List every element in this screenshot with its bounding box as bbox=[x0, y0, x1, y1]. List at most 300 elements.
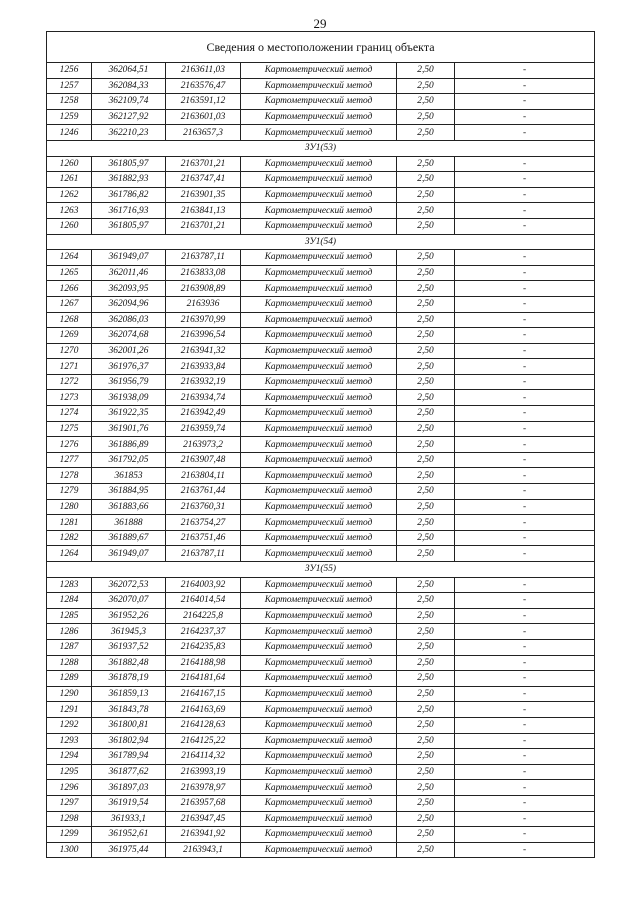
table-row bbox=[47, 593, 595, 609]
description-cell: - bbox=[455, 780, 595, 796]
method-cell: Картометрический метод bbox=[241, 78, 397, 94]
accuracy-cell: 2,50 bbox=[397, 686, 455, 702]
description-cell: - bbox=[455, 265, 595, 281]
coordinate-x: 362011,46 bbox=[92, 265, 166, 281]
table-row bbox=[47, 437, 595, 453]
method-cell: Картометрический метод bbox=[241, 546, 397, 562]
accuracy-cell: 2,50 bbox=[397, 390, 455, 406]
accuracy-cell: 2,50 bbox=[397, 343, 455, 359]
table-row bbox=[47, 515, 595, 531]
method-cell: Картометрический метод bbox=[241, 265, 397, 281]
coordinate-x: 361897,03 bbox=[92, 780, 166, 796]
coordinate-x: 361802,94 bbox=[92, 733, 166, 749]
coordinate-x: 361933,1 bbox=[92, 811, 166, 827]
table-row bbox=[47, 686, 595, 702]
description-cell: - bbox=[455, 764, 595, 780]
accuracy-cell: 2,50 bbox=[397, 109, 455, 125]
coordinate-x: 361800,81 bbox=[92, 717, 166, 733]
method-cell: Картометрический метод bbox=[241, 827, 397, 843]
description-cell: - bbox=[455, 203, 595, 219]
point-number: 1292 bbox=[47, 717, 92, 733]
accuracy-cell: 2,50 bbox=[397, 94, 455, 110]
accuracy-cell: 2,50 bbox=[397, 265, 455, 281]
method-cell: Картометрический метод bbox=[241, 795, 397, 811]
method-cell: Картометрический метод bbox=[241, 218, 397, 234]
coordinate-x: 361949,07 bbox=[92, 546, 166, 562]
coordinate-y: 2163804,11 bbox=[166, 468, 241, 484]
table-row bbox=[47, 717, 595, 733]
table-row bbox=[47, 312, 595, 328]
coordinate-x: 361859,13 bbox=[92, 686, 166, 702]
description-cell: - bbox=[455, 546, 595, 562]
point-number: 1256 bbox=[47, 63, 92, 79]
point-number: 1274 bbox=[47, 406, 92, 422]
point-number: 1277 bbox=[47, 452, 92, 468]
point-number: 1257 bbox=[47, 78, 92, 94]
method-cell: Картометрический метод bbox=[241, 172, 397, 188]
description-cell: - bbox=[455, 811, 595, 827]
description-cell: - bbox=[455, 717, 595, 733]
table-row bbox=[47, 250, 595, 266]
coordinate-y: 2164114,32 bbox=[166, 749, 241, 765]
method-cell: Картометрический метод bbox=[241, 94, 397, 110]
method-cell: Картометрический метод bbox=[241, 156, 397, 172]
point-number: 1283 bbox=[47, 577, 92, 593]
section-label: ЗУ1(54) bbox=[47, 234, 595, 250]
coordinate-y: 2164163,69 bbox=[166, 702, 241, 718]
coordinate-x: 361949,07 bbox=[92, 250, 166, 266]
accuracy-cell: 2,50 bbox=[397, 608, 455, 624]
description-cell: - bbox=[455, 187, 595, 203]
table-row bbox=[47, 109, 595, 125]
point-number: 1287 bbox=[47, 639, 92, 655]
table-row bbox=[47, 63, 595, 79]
coordinate-x: 361888 bbox=[92, 515, 166, 531]
accuracy-cell: 2,50 bbox=[397, 577, 455, 593]
coordinate-x: 361716,93 bbox=[92, 203, 166, 219]
coordinate-x: 362084,33 bbox=[92, 78, 166, 94]
description-cell: - bbox=[455, 827, 595, 843]
section-row bbox=[47, 140, 595, 156]
method-cell: Картометрический метод bbox=[241, 359, 397, 375]
coordinate-y: 2163576,47 bbox=[166, 78, 241, 94]
coordinate-x: 362109,74 bbox=[92, 94, 166, 110]
description-cell: - bbox=[455, 296, 595, 312]
description-cell: - bbox=[455, 671, 595, 687]
accuracy-cell: 2,50 bbox=[397, 671, 455, 687]
description-cell: - bbox=[455, 63, 595, 79]
table-row bbox=[47, 390, 595, 406]
accuracy-cell: 2,50 bbox=[397, 546, 455, 562]
point-number: 1263 bbox=[47, 203, 92, 219]
description-cell: - bbox=[455, 343, 595, 359]
description-cell: - bbox=[455, 78, 595, 94]
coordinate-x: 361922,35 bbox=[92, 406, 166, 422]
coordinate-y: 2163941,92 bbox=[166, 827, 241, 843]
table-row bbox=[47, 156, 595, 172]
method-cell: Картометрический метод bbox=[241, 499, 397, 515]
accuracy-cell: 2,50 bbox=[397, 484, 455, 500]
table-row bbox=[47, 655, 595, 671]
accuracy-cell: 2,50 bbox=[397, 78, 455, 94]
table-row bbox=[47, 546, 595, 562]
accuracy-cell: 2,50 bbox=[397, 250, 455, 266]
table-row bbox=[47, 265, 595, 281]
description-cell: - bbox=[455, 733, 595, 749]
coordinate-x: 361878,19 bbox=[92, 671, 166, 687]
description-cell: - bbox=[455, 468, 595, 484]
description-cell: - bbox=[455, 328, 595, 344]
coordinate-x: 361938,09 bbox=[92, 390, 166, 406]
point-number: 1293 bbox=[47, 733, 92, 749]
coordinate-y: 2163601,03 bbox=[166, 109, 241, 125]
table-row bbox=[47, 811, 595, 827]
description-cell: - bbox=[455, 94, 595, 110]
table-row bbox=[47, 281, 595, 297]
coordinate-x: 361789,94 bbox=[92, 749, 166, 765]
accuracy-cell: 2,50 bbox=[397, 452, 455, 468]
coordinate-y: 2163973,2 bbox=[166, 437, 241, 453]
coordinate-x: 362064,51 bbox=[92, 63, 166, 79]
section-row bbox=[47, 562, 595, 578]
coordinate-y: 2163941,32 bbox=[166, 343, 241, 359]
coordinate-y: 2163761,44 bbox=[166, 484, 241, 500]
table-row bbox=[47, 203, 595, 219]
coordinate-x: 361976,37 bbox=[92, 359, 166, 375]
description-cell: - bbox=[455, 577, 595, 593]
accuracy-cell: 2,50 bbox=[397, 780, 455, 796]
boundary-coordinates-table bbox=[46, 31, 595, 858]
method-cell: Картометрический метод bbox=[241, 639, 397, 655]
description-cell: - bbox=[455, 109, 595, 125]
table-row bbox=[47, 172, 595, 188]
coordinate-y: 2163934,74 bbox=[166, 390, 241, 406]
method-cell: Картометрический метод bbox=[241, 421, 397, 437]
description-cell: - bbox=[455, 608, 595, 624]
point-number: 1269 bbox=[47, 328, 92, 344]
coordinate-x: 361882,48 bbox=[92, 655, 166, 671]
description-cell: - bbox=[455, 421, 595, 437]
table-row bbox=[47, 764, 595, 780]
accuracy-cell: 2,50 bbox=[397, 359, 455, 375]
table-row bbox=[47, 733, 595, 749]
point-number: 1265 bbox=[47, 265, 92, 281]
coordinate-x: 361919,54 bbox=[92, 795, 166, 811]
point-number: 1268 bbox=[47, 312, 92, 328]
method-cell: Картометрический метод bbox=[241, 281, 397, 297]
coordinate-x: 362127,92 bbox=[92, 109, 166, 125]
accuracy-cell: 2,50 bbox=[397, 530, 455, 546]
table-row bbox=[47, 452, 595, 468]
point-number: 1291 bbox=[47, 702, 92, 718]
method-cell: Картометрический метод bbox=[241, 296, 397, 312]
coordinate-y: 2163591,12 bbox=[166, 94, 241, 110]
point-number: 1276 bbox=[47, 437, 92, 453]
coordinate-x: 361975,44 bbox=[92, 842, 166, 858]
accuracy-cell: 2,50 bbox=[397, 811, 455, 827]
accuracy-cell: 2,50 bbox=[397, 842, 455, 858]
table-row bbox=[47, 608, 595, 624]
coordinate-y: 2163957,68 bbox=[166, 795, 241, 811]
point-number: 1275 bbox=[47, 421, 92, 437]
method-cell: Картометрический метод bbox=[241, 63, 397, 79]
accuracy-cell: 2,50 bbox=[397, 296, 455, 312]
method-cell: Картометрический метод bbox=[241, 125, 397, 141]
coordinate-y: 2164003,92 bbox=[166, 577, 241, 593]
accuracy-cell: 2,50 bbox=[397, 827, 455, 843]
method-cell: Картометрический метод bbox=[241, 374, 397, 390]
point-number: 1289 bbox=[47, 671, 92, 687]
accuracy-cell: 2,50 bbox=[397, 421, 455, 437]
table-row bbox=[47, 827, 595, 843]
coordinate-y: 2164167,15 bbox=[166, 686, 241, 702]
point-number: 1297 bbox=[47, 795, 92, 811]
point-number: 1271 bbox=[47, 359, 92, 375]
point-number: 1261 bbox=[47, 172, 92, 188]
coordinate-x: 361889,67 bbox=[92, 530, 166, 546]
method-cell: Картометрический метод bbox=[241, 733, 397, 749]
table-row bbox=[47, 671, 595, 687]
method-cell: Картометрический метод bbox=[241, 671, 397, 687]
point-number: 1285 bbox=[47, 608, 92, 624]
method-cell: Картометрический метод bbox=[241, 437, 397, 453]
description-cell: - bbox=[455, 218, 595, 234]
method-cell: Картометрический метод bbox=[241, 452, 397, 468]
accuracy-cell: 2,50 bbox=[397, 63, 455, 79]
accuracy-cell: 2,50 bbox=[397, 655, 455, 671]
method-cell: Картометрический метод bbox=[241, 406, 397, 422]
coordinate-y: 2163787,11 bbox=[166, 546, 241, 562]
table-row bbox=[47, 842, 595, 858]
coordinate-y: 2163978,97 bbox=[166, 780, 241, 796]
method-cell: Картометрический метод bbox=[241, 484, 397, 500]
point-number: 1262 bbox=[47, 187, 92, 203]
page-number: 29 bbox=[313, 16, 327, 31]
accuracy-cell: 2,50 bbox=[397, 437, 455, 453]
description-cell: - bbox=[455, 842, 595, 858]
coordinate-x: 362094,96 bbox=[92, 296, 166, 312]
table-title: Сведения о местоположении границ объекта bbox=[47, 32, 595, 63]
description-cell: - bbox=[455, 374, 595, 390]
method-cell: Картометрический метод bbox=[241, 624, 397, 640]
description-cell: - bbox=[455, 359, 595, 375]
method-cell: Картометрический метод bbox=[241, 468, 397, 484]
description-cell: - bbox=[455, 437, 595, 453]
table-row bbox=[47, 795, 595, 811]
method-cell: Картометрический метод bbox=[241, 250, 397, 266]
method-cell: Картометрический метод bbox=[241, 109, 397, 125]
method-cell: Картометрический метод bbox=[241, 717, 397, 733]
description-cell: - bbox=[455, 702, 595, 718]
point-number: 1264 bbox=[47, 250, 92, 266]
coordinate-x: 361952,61 bbox=[92, 827, 166, 843]
coordinate-y: 2163933,84 bbox=[166, 359, 241, 375]
accuracy-cell: 2,50 bbox=[397, 764, 455, 780]
description-cell: - bbox=[455, 639, 595, 655]
coordinate-x: 361805,97 bbox=[92, 218, 166, 234]
description-cell: - bbox=[455, 406, 595, 422]
point-number: 1260 bbox=[47, 156, 92, 172]
coordinate-x: 361945,3 bbox=[92, 624, 166, 640]
method-cell: Картометрический метод bbox=[241, 655, 397, 671]
description-cell: - bbox=[455, 515, 595, 531]
coordinate-y: 2163993,19 bbox=[166, 764, 241, 780]
accuracy-cell: 2,50 bbox=[397, 468, 455, 484]
coordinate-y: 2164128,63 bbox=[166, 717, 241, 733]
coordinate-x: 361883,66 bbox=[92, 499, 166, 515]
coordinate-y: 2163947,45 bbox=[166, 811, 241, 827]
coordinate-y: 2164188,98 bbox=[166, 655, 241, 671]
point-number: 1267 bbox=[47, 296, 92, 312]
method-cell: Картометрический метод bbox=[241, 749, 397, 765]
point-number: 1278 bbox=[47, 468, 92, 484]
method-cell: Картометрический метод bbox=[241, 515, 397, 531]
table-row bbox=[47, 78, 595, 94]
coordinate-y: 2163901,35 bbox=[166, 187, 241, 203]
table-row bbox=[47, 343, 595, 359]
section-row bbox=[47, 234, 595, 250]
accuracy-cell: 2,50 bbox=[397, 156, 455, 172]
coordinate-x: 361786,82 bbox=[92, 187, 166, 203]
table-row bbox=[47, 421, 595, 437]
method-cell: Картометрический метод bbox=[241, 328, 397, 344]
coordinate-y: 2163936 bbox=[166, 296, 241, 312]
coordinate-y: 2164225,8 bbox=[166, 608, 241, 624]
method-cell: Картометрический метод bbox=[241, 203, 397, 219]
point-number: 1284 bbox=[47, 593, 92, 609]
accuracy-cell: 2,50 bbox=[397, 795, 455, 811]
coordinate-x: 361956,79 bbox=[92, 374, 166, 390]
description-cell: - bbox=[455, 593, 595, 609]
table-row bbox=[47, 125, 595, 141]
coordinate-x: 361792,05 bbox=[92, 452, 166, 468]
accuracy-cell: 2,50 bbox=[397, 624, 455, 640]
point-number: 1286 bbox=[47, 624, 92, 640]
method-cell: Картометрический метод bbox=[241, 390, 397, 406]
accuracy-cell: 2,50 bbox=[397, 639, 455, 655]
table-row bbox=[47, 702, 595, 718]
coordinate-y: 2164125,22 bbox=[166, 733, 241, 749]
table-title-row bbox=[47, 32, 595, 63]
method-cell: Картометрический метод bbox=[241, 702, 397, 718]
point-number: 1298 bbox=[47, 811, 92, 827]
coordinate-y: 2163959,74 bbox=[166, 421, 241, 437]
accuracy-cell: 2,50 bbox=[397, 499, 455, 515]
table-row bbox=[47, 468, 595, 484]
coordinate-x: 361952,26 bbox=[92, 608, 166, 624]
coordinate-y: 2163760,31 bbox=[166, 499, 241, 515]
table-row bbox=[47, 359, 595, 375]
table-row bbox=[47, 577, 595, 593]
table-row bbox=[47, 780, 595, 796]
accuracy-cell: 2,50 bbox=[397, 749, 455, 765]
accuracy-cell: 2,50 bbox=[397, 374, 455, 390]
table-row bbox=[47, 484, 595, 500]
point-number: 1246 bbox=[47, 125, 92, 141]
coordinate-y: 2163942,49 bbox=[166, 406, 241, 422]
point-number: 1295 bbox=[47, 764, 92, 780]
description-cell: - bbox=[455, 390, 595, 406]
description-cell: - bbox=[455, 530, 595, 546]
description-cell: - bbox=[455, 655, 595, 671]
coordinate-y: 2163701,21 bbox=[166, 156, 241, 172]
coordinate-x: 362070,07 bbox=[92, 593, 166, 609]
coordinate-y: 2163908,89 bbox=[166, 281, 241, 297]
coordinate-y: 2163970,99 bbox=[166, 312, 241, 328]
coordinate-y: 2163787,11 bbox=[166, 250, 241, 266]
table-row bbox=[47, 639, 595, 655]
accuracy-cell: 2,50 bbox=[397, 702, 455, 718]
method-cell: Картометрический метод bbox=[241, 530, 397, 546]
method-cell: Картометрический метод bbox=[241, 780, 397, 796]
description-cell: - bbox=[455, 795, 595, 811]
coordinate-y: 2164235,83 bbox=[166, 639, 241, 655]
method-cell: Картометрический метод bbox=[241, 593, 397, 609]
description-cell: - bbox=[455, 749, 595, 765]
coordinate-y: 2163611,03 bbox=[166, 63, 241, 79]
table-row bbox=[47, 296, 595, 312]
section-label: ЗУ1(55) bbox=[47, 562, 595, 578]
table-row bbox=[47, 530, 595, 546]
accuracy-cell: 2,50 bbox=[397, 203, 455, 219]
description-cell: - bbox=[455, 312, 595, 328]
description-cell: - bbox=[455, 484, 595, 500]
method-cell: Картометрический метод bbox=[241, 577, 397, 593]
method-cell: Картометрический метод bbox=[241, 343, 397, 359]
description-cell: - bbox=[455, 281, 595, 297]
accuracy-cell: 2,50 bbox=[397, 312, 455, 328]
coordinate-x: 361882,93 bbox=[92, 172, 166, 188]
method-cell: Картометрический метод bbox=[241, 312, 397, 328]
description-cell: - bbox=[455, 686, 595, 702]
point-number: 1281 bbox=[47, 515, 92, 531]
coordinate-y: 2163841,13 bbox=[166, 203, 241, 219]
method-cell: Картометрический метод bbox=[241, 686, 397, 702]
point-number: 1280 bbox=[47, 499, 92, 515]
accuracy-cell: 2,50 bbox=[397, 328, 455, 344]
coordinate-y: 2163657,3 bbox=[166, 125, 241, 141]
table-row bbox=[47, 328, 595, 344]
point-number: 1260 bbox=[47, 218, 92, 234]
accuracy-cell: 2,50 bbox=[397, 125, 455, 141]
accuracy-cell: 2,50 bbox=[397, 187, 455, 203]
coordinate-x: 361877,62 bbox=[92, 764, 166, 780]
accuracy-cell: 2,50 bbox=[397, 281, 455, 297]
method-cell: Картометрический метод bbox=[241, 811, 397, 827]
coordinate-x: 362001,26 bbox=[92, 343, 166, 359]
method-cell: Картометрический метод bbox=[241, 842, 397, 858]
table-row bbox=[47, 624, 595, 640]
description-cell: - bbox=[455, 452, 595, 468]
table-row bbox=[47, 187, 595, 203]
point-number: 1288 bbox=[47, 655, 92, 671]
method-cell: Картометрический метод bbox=[241, 608, 397, 624]
point-number: 1264 bbox=[47, 546, 92, 562]
table-row bbox=[47, 374, 595, 390]
coordinate-x: 362210,23 bbox=[92, 125, 166, 141]
coordinate-y: 2163701,21 bbox=[166, 218, 241, 234]
coordinate-y: 2163932,19 bbox=[166, 374, 241, 390]
section-label: ЗУ1(53) bbox=[47, 140, 595, 156]
coordinate-y: 2164014,54 bbox=[166, 593, 241, 609]
method-cell: Картометрический метод bbox=[241, 764, 397, 780]
coordinate-y: 2163754,27 bbox=[166, 515, 241, 531]
point-number: 1290 bbox=[47, 686, 92, 702]
coordinate-x: 362072,53 bbox=[92, 577, 166, 593]
accuracy-cell: 2,50 bbox=[397, 406, 455, 422]
point-number: 1273 bbox=[47, 390, 92, 406]
coordinate-y: 2163996,54 bbox=[166, 328, 241, 344]
